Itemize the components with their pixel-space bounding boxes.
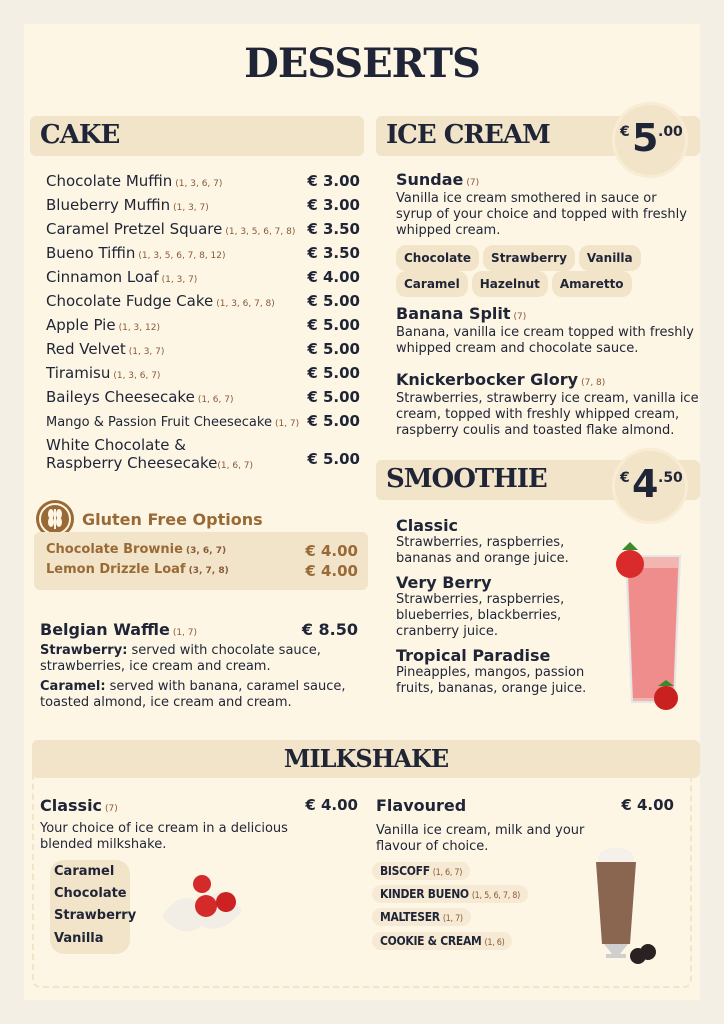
- cake-item: [46, 196, 360, 214]
- sauce-pill: Vanilla: [579, 245, 641, 271]
- flavour-item: [372, 908, 471, 926]
- cake-header: [30, 116, 364, 156]
- ice-cream-price-badge: [612, 102, 688, 178]
- cake-item-name: Chocolate Muffin: [46, 172, 173, 190]
- ice-cream-header-label: ICE CREAM: [386, 120, 550, 150]
- smoothie-header-label: SMOOTHIE: [386, 464, 547, 494]
- cake-item-price: € 4.00: [307, 268, 360, 286]
- cake-item-line2: Raspberry Cheesecake: [46, 454, 218, 472]
- banana-split-name: Banana Split: [396, 304, 511, 323]
- cake-item: [46, 412, 360, 430]
- cake-item-name: Blueberry Muffin: [46, 196, 171, 214]
- cake-item-allergens: (1, 3, 7): [161, 275, 198, 285]
- flavour-allergens: (1, 6, 7): [432, 868, 463, 878]
- cake-item-allergens: (1, 7): [274, 419, 300, 429]
- gf-item-allergens: (3, 6, 7): [185, 546, 227, 556]
- cake-item-name: Apple Pie: [46, 316, 116, 334]
- banana-split-allergens: (7): [513, 312, 527, 322]
- sundae-allergens: (7): [466, 178, 480, 188]
- knickerbocker-desc: Strawberries, strawberry ice cream, vanilla ice cream, topped with freshly whipped cream, raspberry coulis and toasted flake almond.: [396, 391, 699, 438]
- cake-item-line1: White Chocolate &: [46, 436, 186, 454]
- flavour-allergens: (1, 6): [484, 938, 505, 948]
- smoothie-item: [396, 516, 596, 567]
- milkshake-classic-price: € 4.00: [305, 796, 358, 814]
- cake-item-name: Mango & Passion Fruit Cheesecake: [46, 415, 272, 430]
- smoothie-name: Classic: [396, 516, 459, 535]
- cake-item-name: Cinnamon Loaf: [46, 268, 159, 286]
- sauce-pill: Hazelnut: [472, 271, 548, 297]
- cake-item-name: Bueno Tiffin: [46, 244, 136, 262]
- knickerbocker-name: Knickerbocker Glory: [396, 370, 579, 389]
- milkshake-flavoured-name: Flavoured: [376, 796, 467, 815]
- gf-item-price: € 4.00: [305, 542, 358, 560]
- cake-item-allergens: (1, 3, 6, 7): [113, 371, 161, 381]
- cake-item-price: € 5.00: [307, 292, 360, 310]
- flavour-item: [372, 885, 528, 903]
- gluten-free-box: [34, 532, 368, 590]
- page-title: DESSERTS: [244, 40, 480, 87]
- milkshake-classic-name: Classic: [40, 796, 103, 815]
- flavour-name: BISCOFF: [380, 864, 430, 878]
- badge-cents: .50: [658, 470, 683, 486]
- menu-page: [24, 24, 700, 1000]
- milkshake-header: [32, 740, 700, 778]
- sundae-name: Sundae: [396, 170, 464, 189]
- sundae-desc: Vanilla ice cream smothered in sauce or syrup of your choice and topped with freshly whipped cream.: [396, 191, 687, 238]
- cake-item-white-chocolate: [46, 436, 360, 472]
- waffle-caramel-label: Caramel:: [40, 679, 106, 694]
- cake-item-price: € 5.00: [307, 364, 360, 382]
- cake-item-price: € 5.00: [307, 316, 360, 334]
- sundae-block: [396, 170, 696, 297]
- cake-item-allergens: (1, 3, 6, 7, 8): [216, 299, 275, 309]
- waffle-block: [40, 620, 358, 711]
- sauce-pill: Strawberry: [483, 245, 575, 271]
- badge-currency: €: [620, 124, 630, 140]
- waffle-strawberry-desc: served with chocolate sauce, strawberries, ice cream and cream.: [40, 643, 321, 674]
- badge-whole: 5: [632, 116, 659, 160]
- cake-item-allergens: (1, 3, 6, 7): [175, 179, 223, 189]
- milk-splash-image: [152, 866, 252, 946]
- milkshake-classic-allergens: (7): [105, 804, 118, 814]
- cake-item: [46, 292, 360, 310]
- cake-item-price: € 5.00: [307, 450, 360, 468]
- banana-split-block: [396, 304, 700, 357]
- cake-item: [46, 268, 360, 286]
- milkshake-option: Vanilla: [54, 931, 104, 946]
- cake-item: [46, 388, 360, 406]
- flavour-name: COOKIE & CREAM: [380, 934, 482, 948]
- flavour-name: KINDER BUENO: [380, 887, 469, 901]
- cake-item-allergens: (1, 3, 5, 6, 7, 8, 12): [138, 251, 226, 261]
- cake-item-name: Tiramisu: [46, 364, 111, 382]
- sundae-sauces: [396, 245, 696, 297]
- smoothie-desc: Strawberries, raspberries, bananas and orange juice.: [396, 535, 569, 566]
- milkshake-flavoured-price: € 4.00: [621, 796, 674, 814]
- badge-currency: €: [620, 470, 630, 486]
- smoothie-desc: Strawberries, raspberries, blueberries, blackberries, cranberry juice.: [396, 592, 565, 639]
- smoothie-desc: Pineapples, mangos, passion fruits, bananas, orange juice.: [396, 665, 587, 696]
- waffle-caramel-desc: served with banana, caramel sauce, toasted almond, ice cream and cream.: [40, 679, 346, 710]
- banana-split-desc: Banana, vanilla ice cream topped with freshly whipped cream and chocolate sauce.: [396, 325, 694, 356]
- cake-item-allergens: (1, 6, 7): [217, 461, 254, 471]
- smoothie-item: [396, 646, 596, 697]
- cake-item-price: € 5.00: [307, 340, 360, 358]
- cake-item-price: € 3.00: [307, 196, 360, 214]
- cake-item-price: € 5.00: [307, 412, 360, 430]
- milkshake-classic-block: [40, 796, 358, 853]
- flavour-allergens: (1, 7): [442, 914, 463, 924]
- cake-item-allergens: (1, 3, 7): [173, 203, 209, 213]
- cake-item: [46, 172, 360, 190]
- cake-item-name: Red Velvet: [46, 340, 126, 358]
- cake-item: [46, 316, 360, 334]
- flavour-item: [372, 932, 512, 950]
- flavour-item: [372, 862, 470, 880]
- milkshake-glass-image: [590, 842, 662, 970]
- gluten-free-title: Gluten Free Options: [82, 510, 263, 529]
- gf-item-name: Lemon Drizzle Loaf: [46, 562, 186, 577]
- waffle-name: Belgian Waffle: [40, 620, 170, 639]
- smoothie-item: [396, 573, 596, 640]
- cake-item: [46, 220, 360, 238]
- flavour-allergens: (1, 5, 6, 7, 8): [471, 891, 520, 901]
- gf-item-allergens: (3, 7, 8): [188, 566, 229, 576]
- cake-item-price: € 3.50: [307, 244, 360, 262]
- sauce-pill: Amaretto: [552, 271, 632, 297]
- smoothie-list: [396, 516, 596, 697]
- sauce-pill: Chocolate: [396, 245, 479, 271]
- flavour-name: MALTESER: [380, 910, 440, 924]
- sauce-pill: Caramel: [396, 271, 468, 297]
- cake-item-allergens: (1, 3, 5, 6, 7, 8): [225, 227, 296, 237]
- gf-item-price: € 4.00: [305, 562, 358, 580]
- gf-item: [46, 542, 358, 560]
- milkshake-option: Strawberry: [54, 908, 137, 923]
- cake-item-price: € 3.00: [307, 172, 360, 190]
- badge-whole: 4: [632, 462, 659, 506]
- cake-item-name: Baileys Cheesecake: [46, 388, 195, 406]
- milkshake-option: Caramel: [54, 864, 115, 879]
- badge-cents: .00: [658, 124, 683, 140]
- cake-header-label: CAKE: [40, 120, 120, 150]
- waffle-strawberry-label: Strawberry:: [40, 643, 128, 658]
- cake-item: [46, 244, 360, 262]
- milkshake-header-label: MILKSHAKE: [283, 744, 449, 773]
- cake-item-name: Caramel Pretzel Square: [46, 220, 223, 238]
- milkshake-classic-desc: Your choice of ice cream in a delicious blended milkshake.: [40, 821, 288, 852]
- waffle-price: € 8.50: [301, 620, 358, 639]
- smoothie-glass-image: [606, 538, 690, 714]
- cake-item-name: Chocolate Fudge Cake: [46, 292, 214, 310]
- cake-item: [46, 340, 360, 358]
- cake-item: [46, 364, 360, 382]
- cake-item-price: € 3.50: [307, 220, 360, 238]
- cake-item-price: € 5.00: [307, 388, 360, 406]
- gf-item: [46, 562, 358, 580]
- knickerbocker-allergens: (7, 8): [581, 378, 606, 388]
- milkshake-flavoured-desc: Vanilla ice cream, milk and your flavour of choice.: [376, 823, 585, 854]
- smoothie-name: Very Berry: [396, 573, 492, 592]
- knickerbocker-block: [396, 370, 700, 439]
- gf-item-name: Chocolate Brownie: [46, 542, 183, 557]
- cake-item-allergens: (1, 3, 7): [128, 347, 165, 357]
- smoothie-name: Tropical Paradise: [396, 646, 551, 665]
- milkshake-option: Chocolate: [54, 886, 127, 901]
- waffle-allergens: (1, 7): [172, 628, 198, 638]
- cake-item-allergens: (1, 6, 7): [197, 395, 234, 405]
- smoothie-price-badge: [612, 448, 688, 524]
- cake-item-allergens: (1, 3, 12): [118, 323, 160, 333]
